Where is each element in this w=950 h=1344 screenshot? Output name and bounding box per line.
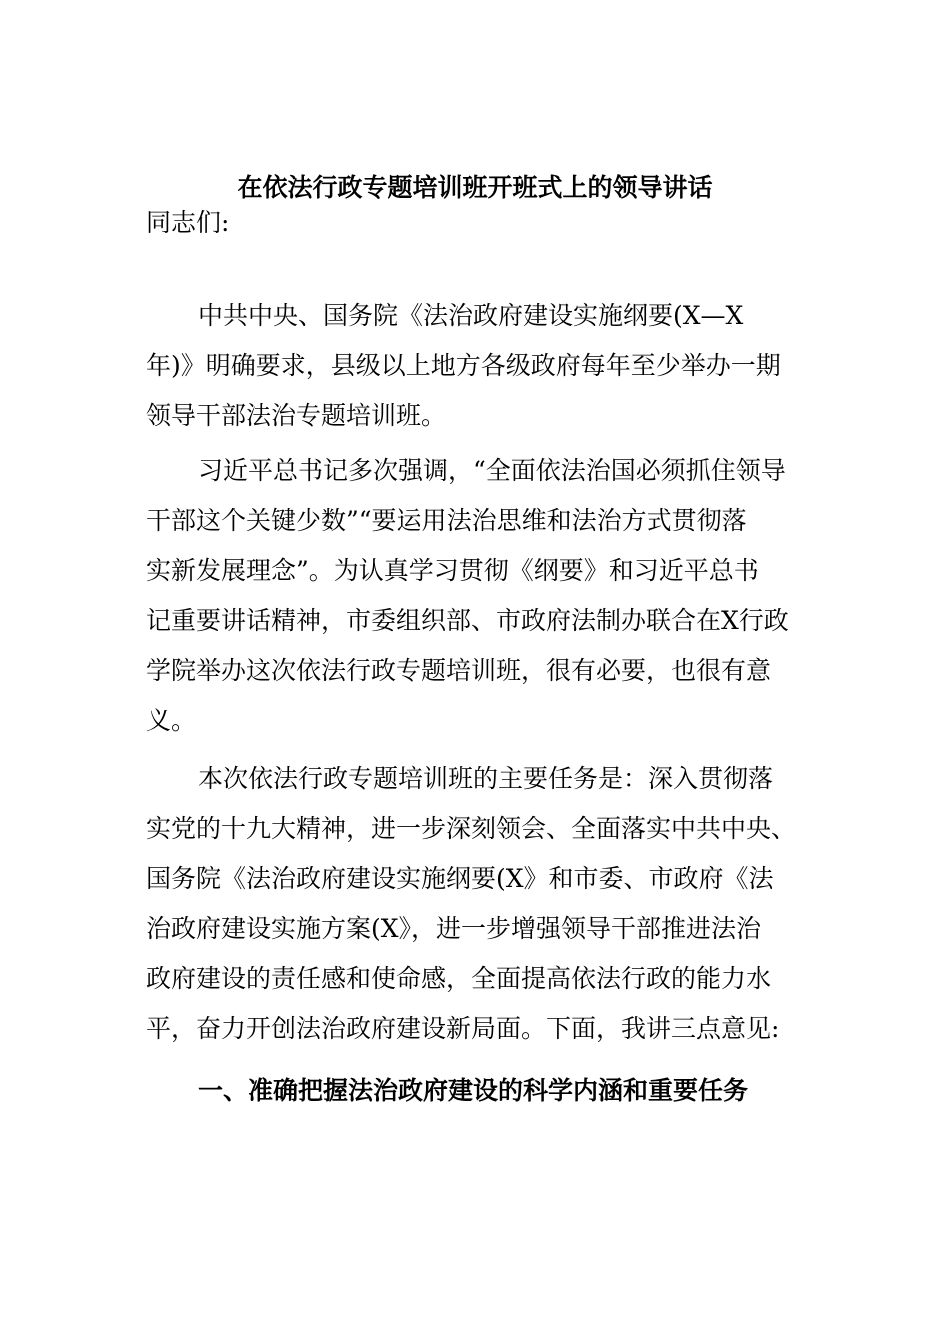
paragraph-3 [146, 754, 826, 1054]
paragraph-line: 年)》明确要求，县级以上地方各级政府每年至少举办一期 [146, 351, 781, 380]
salutation-text: 同志们: [146, 208, 230, 237]
paragraph-line: 实党的十九大精神，进一步深刻领会、全面落实中共中央、 [146, 814, 797, 843]
section-heading: 一、准确把握法治政府建设的科学内涵和重要任务 [198, 1076, 749, 1105]
paragraph-line: 习近平总书记多次强调，“全面依法治国必须抓住领导 [198, 456, 786, 485]
paragraph-line: 义。 [146, 706, 197, 735]
paragraph-line: 政府建设的责任感和使命感，全面提高依法行政的能力水 [146, 964, 772, 993]
paragraph-1 [146, 291, 826, 441]
salutation [146, 198, 826, 248]
paragraph-line: 治政府建设实施方案(X》，进一步增强领导干部推进法治 [146, 914, 762, 943]
paragraph-line: 本次依法行政专题培训班的主要任务是：深入贯彻落 [198, 764, 774, 793]
paragraph-line: 领导干部法治专题培训班。 [146, 401, 447, 430]
paragraph-2 [146, 446, 826, 746]
paragraph-line: 平，奋力开创法治政府建设新局面。下面，我讲三点意见: [146, 1014, 780, 1043]
paragraph-line: 国务院《法治政府建设实施纲要(X》和市委、市政府《法 [146, 864, 774, 893]
paragraph-line: 实新发展理念”。为认真学习贯彻《纲要》和习近平总书 [146, 556, 759, 585]
paragraph-line: 记重要讲话精神，市委组织部、市政府法制办联合在X行政 [146, 606, 789, 635]
paragraph-line: 中共中央、国务院《法治政府建设实施纲要(X—X [198, 301, 744, 330]
paragraph-line: 学院举办这次依法行政专题培训班，很有必要，也很有意 [146, 656, 772, 685]
document-title: 在依法行政专题培训班开班式上的领导讲话 [237, 173, 713, 202]
paragraph-line: 干部这个关键少数”“要运用法治思维和法治方式贯彻落 [146, 506, 747, 535]
